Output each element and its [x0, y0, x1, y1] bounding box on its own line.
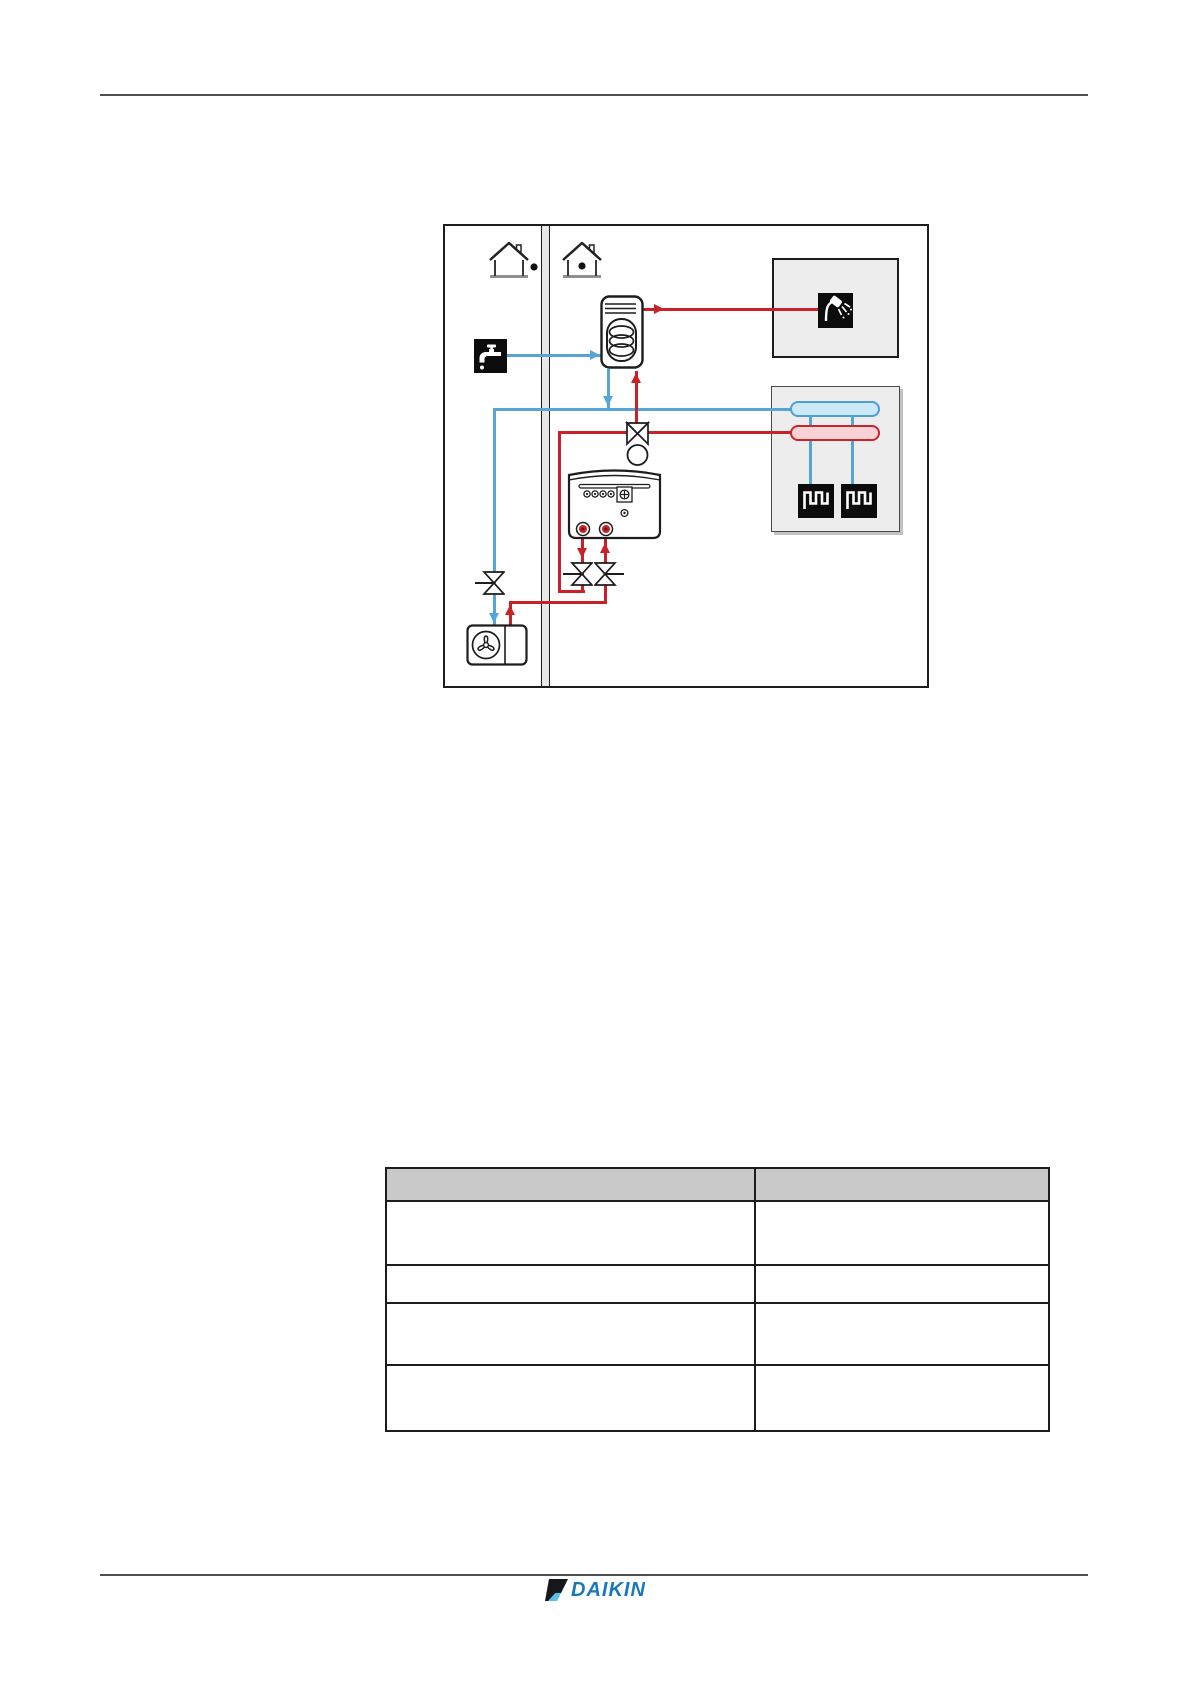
underfloor-heating-icon: [798, 484, 834, 518]
outdoor-unit: [466, 624, 528, 666]
flow-arrow-right-icon: [654, 304, 664, 314]
shut-off-valve: [475, 570, 505, 596]
flow-arrow-down-icon: [489, 613, 499, 623]
table-row: [386, 1265, 1049, 1303]
flow-arrow-up-icon: [505, 605, 515, 615]
flow-arrow-up-icon: [631, 373, 641, 383]
table-row: [386, 1201, 1049, 1265]
house-wall-divider: [541, 226, 550, 686]
table-header-row: [386, 1168, 1049, 1201]
ufh-return-branch-1: [809, 410, 812, 486]
table-cell: [755, 1201, 1049, 1265]
cold-water-tap-icon: [474, 339, 507, 373]
system-piping-diagram: [443, 224, 929, 688]
table-cell: [386, 1303, 755, 1365]
heating-flow-pipe: [558, 431, 792, 434]
indoor-unit: [567, 464, 662, 540]
table-cell: [755, 1303, 1049, 1365]
flow-arrow-down-icon: [577, 548, 587, 558]
footer-rule: [100, 1574, 1088, 1576]
cold-water-inlet-pipe: [507, 354, 601, 357]
three-way-valve-with-pump: [625, 420, 650, 466]
shut-off-valve: [563, 561, 593, 587]
outdoor-zone-house-icon: [487, 240, 539, 282]
underfloor-heating-icon: [841, 484, 877, 518]
brand-logo: [0, 1579, 1191, 1601]
table-cell: [755, 1265, 1049, 1303]
indoor-unit-flow-riser: [558, 431, 561, 593]
shower-icon: [818, 293, 853, 328]
radiator-return-pill: [790, 401, 880, 417]
indoor-zone-house-icon: [561, 240, 603, 282]
flow-arrow-down-icon: [603, 396, 613, 406]
table-cell: [386, 1265, 755, 1303]
table-row: [386, 1303, 1049, 1365]
flow-arrow-right-icon: [590, 350, 600, 360]
heating-return-pipe: [493, 408, 793, 411]
table-cell: [386, 1365, 755, 1431]
flow-arrow-up-icon: [600, 543, 610, 553]
daikin-logo-mark-icon: [545, 1579, 568, 1601]
table-cell: [755, 1365, 1049, 1431]
table-header-cell: [386, 1168, 755, 1201]
shut-off-valve: [594, 561, 624, 587]
table-row: [386, 1365, 1049, 1431]
header-rule: [100, 94, 1088, 96]
table-header-cell: [755, 1168, 1049, 1201]
spec-table: [385, 1167, 1050, 1432]
radiator-flow-pill: [790, 425, 880, 441]
dhw-to-shower-pipe: [643, 308, 820, 311]
brand-wordmark: DAIKIN: [571, 1579, 646, 1601]
table-cell: [386, 1201, 755, 1265]
ufh-return-branch-2: [851, 410, 854, 486]
outdoor-to-indoor-pipe: [509, 601, 607, 604]
dhw-tank: [600, 295, 644, 369]
